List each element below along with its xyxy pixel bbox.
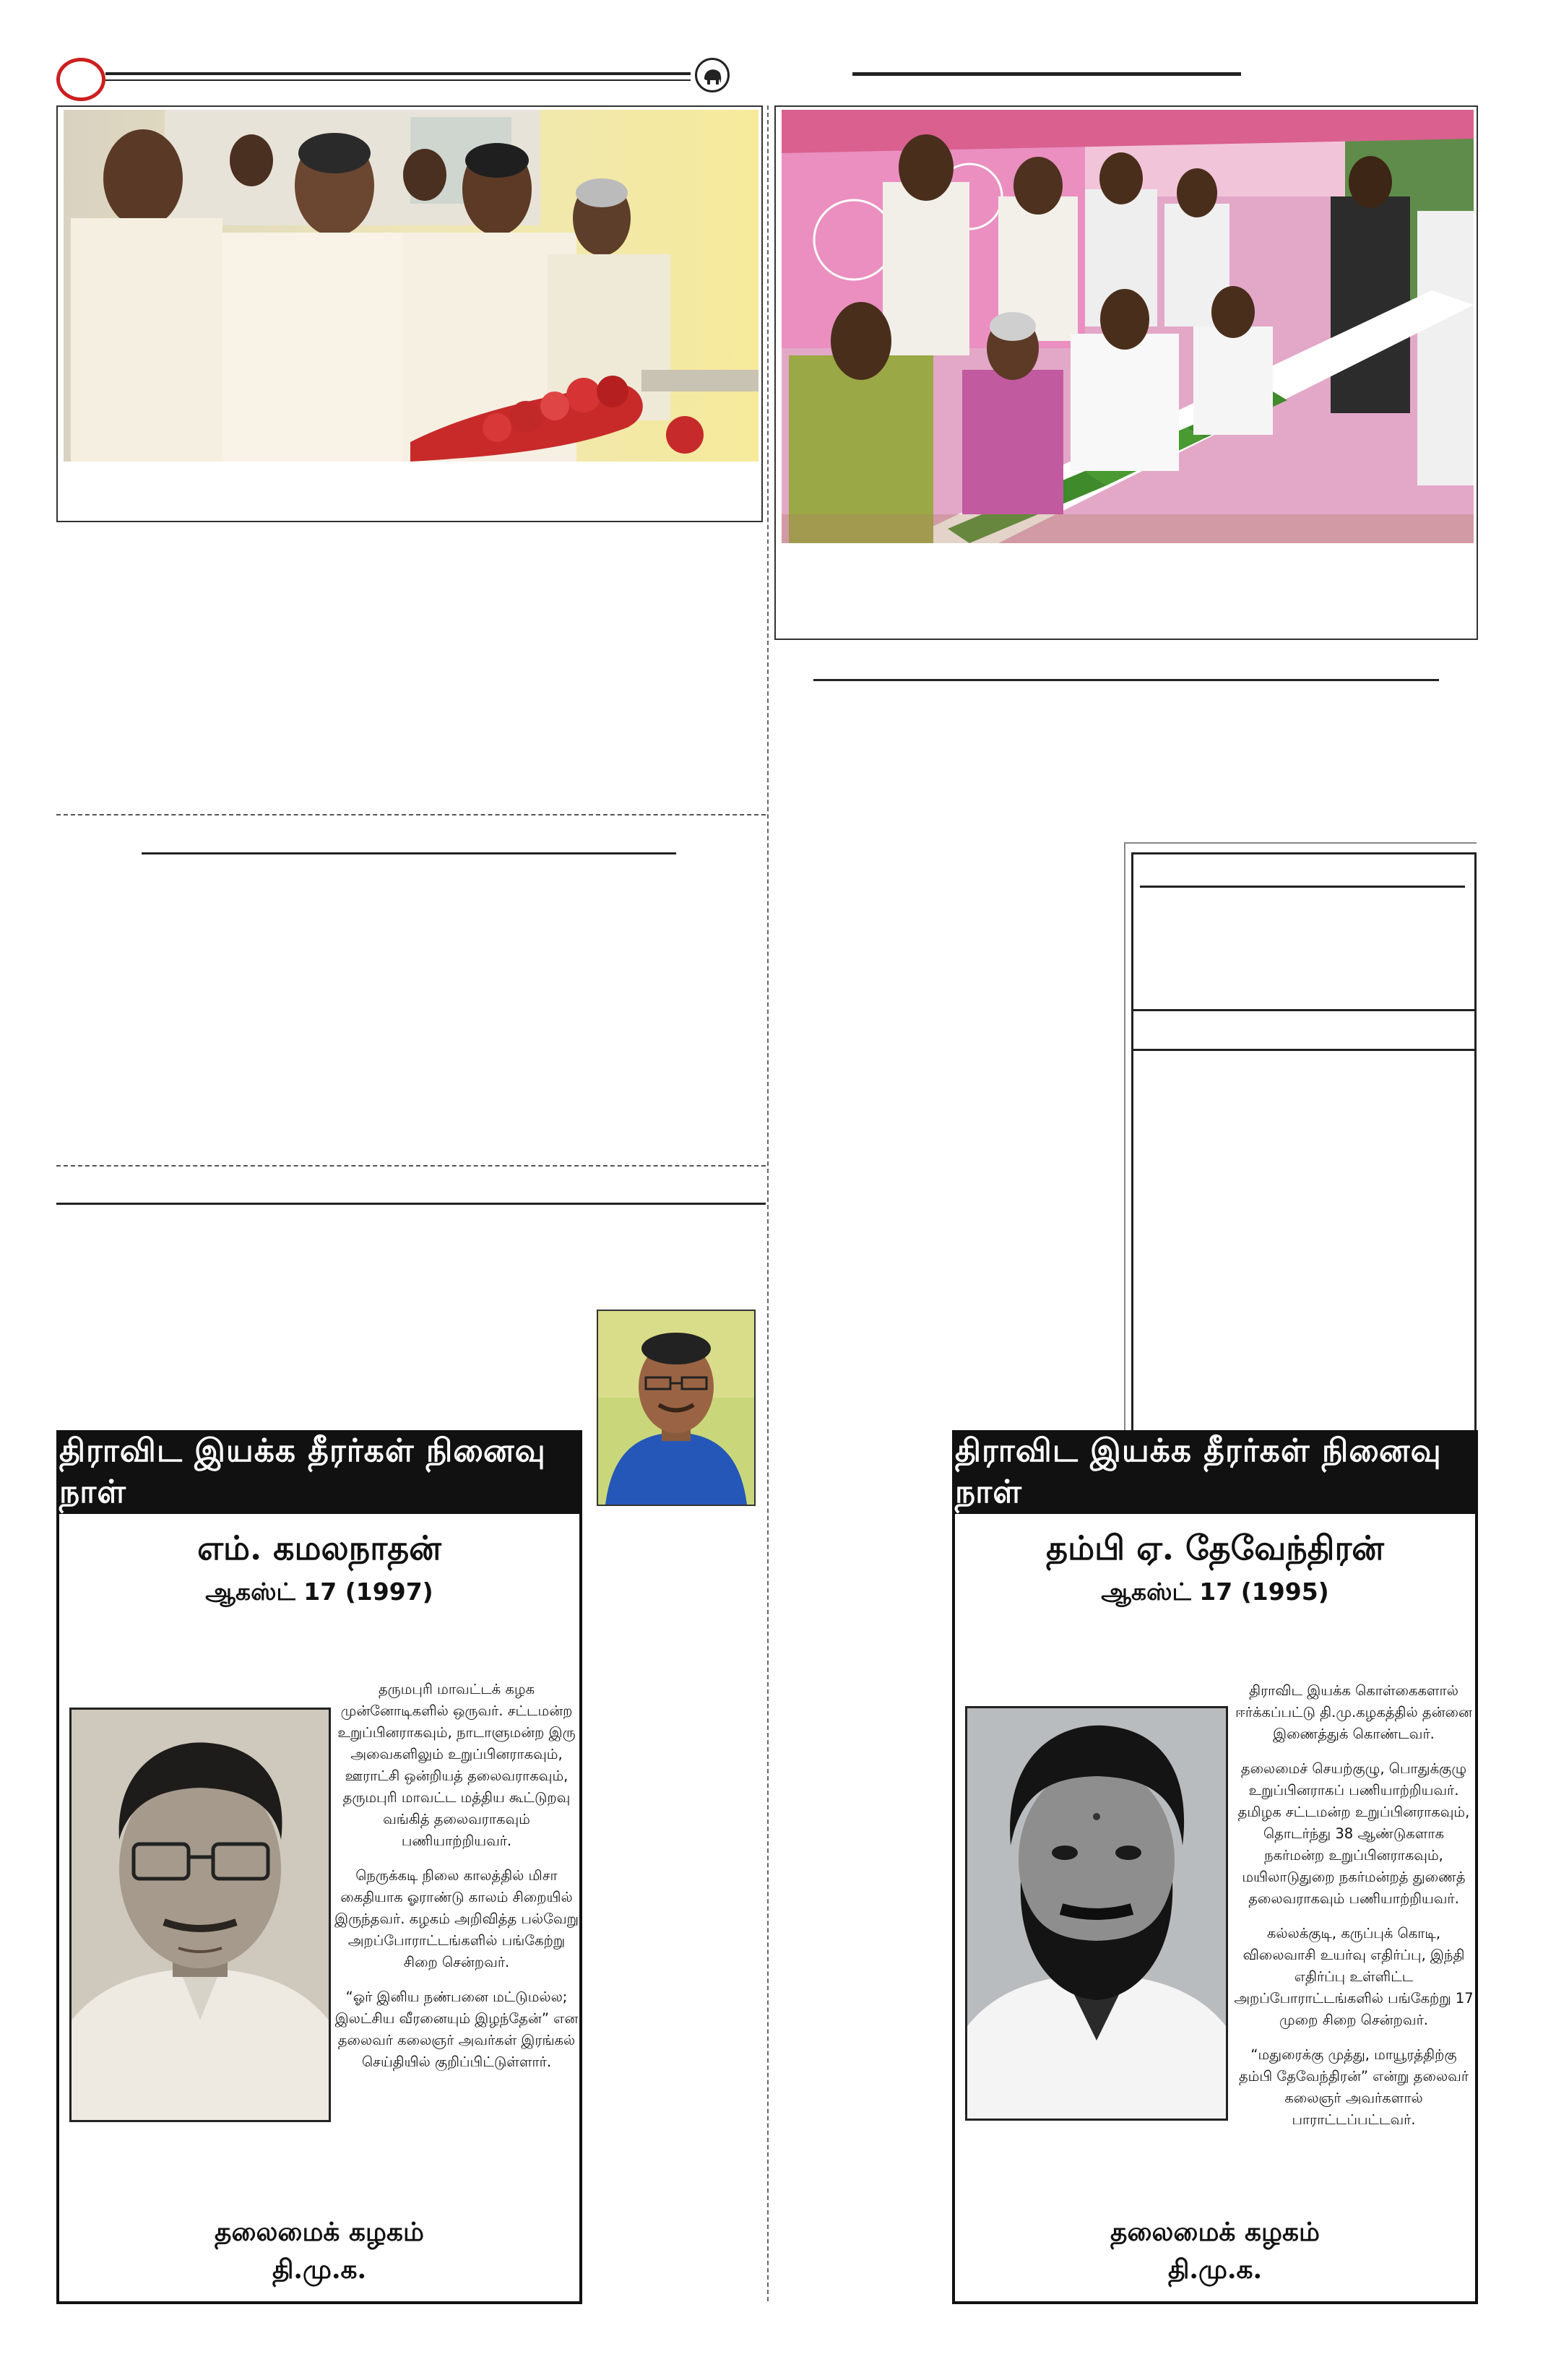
header-rule-right [852, 72, 1241, 76]
footer-line-1: தலைமைக் கழகம் [1110, 2217, 1320, 2247]
bio-paragraph-1: தருமபுரி மாவட்டக் கழக முன்னோடிகளில் ஒருவர். சட்டமன்ற உறுப்பினராகவும், நாடாளுமன்ற இரு அவைகளிலும் உறுப்பினராகவும், ஊராட்சி ஒன்றியத் தலைவராகவும், தருமபுரி மாவட்ட மத்திய கூட்டுறவு வங்கித் தலைவராகவும் பணியாற்றியவர். [337, 1681, 576, 1849]
sidebar-rule-1 [1140, 886, 1465, 888]
left-dashed-divider-1 [56, 814, 766, 815]
column-divider [767, 105, 769, 2301]
left-dashed-divider-2 [56, 1165, 766, 1167]
memorial-bio [1232, 1680, 1475, 2144]
memorial-portrait [69, 1708, 331, 2122]
sidebar-top-edge [1124, 842, 1477, 844]
left-headline-rule-1 [142, 852, 676, 854]
memorial-name: தம்பி ஏ. தேவேந்திரன் [1046, 1528, 1384, 1567]
photo-small-portrait [597, 1310, 756, 1506]
memorial-banner: திராவிட இயக்க தீரர்கள் நினைவு நாள் [59, 1433, 579, 1514]
photo-community-feast [782, 110, 1474, 543]
memorial-portrait [965, 1706, 1228, 2121]
memorial-bio [334, 1679, 579, 2086]
memorial-date: ஆகஸ்ட் 17 (1995) [1101, 1578, 1329, 1606]
bio-paragraph-1: திராவிட இயக்க கொள்கைகளால் ஈர்க்கப்பட்டு தி.மு.கழகத்தில் தன்னை இணைத்துக் கொண்டவர். [1235, 1682, 1472, 1742]
bio-paragraph-2: தலைமைச் செயற்குழு, பொதுக்குழு உறுப்பினராகப் பணியாற்றியவர். தமிழக சட்டமன்ற உறுப்பினராகவும், தொடர்ந்து 38 ஆண்டுகளாக நகர்மன்ற உறுப்பினராகவும், மயிலாடுதுறை நகர்மன்றத் துணைத் தலைவராகவும் பணியாற்றியவர். [1237, 1760, 1470, 1907]
footer-line-1: தலைமைக் கழகம் [215, 2217, 424, 2247]
bio-paragraph-3: கல்லக்குடி, கருப்புக் கொடி, விலைவாசி உயர்வு எதிர்ப்பு, இந்தி எதிர்ப்பு உள்ளிட்ட அறப்போராட்டங்களில் பங்கேற்று 17 முறை சிறை சென்றவர். [1234, 1925, 1474, 2028]
memorial-name: எம். கமலநாதன் [197, 1528, 441, 1567]
memorial-banner: திராவிட இயக்க தீரர்கள் நினைவு நாள் [955, 1433, 1475, 1514]
header-logo-circle [56, 58, 105, 101]
memorial-ad-devendiran [952, 1430, 1478, 2304]
memorial-footer [59, 2213, 579, 2288]
memorial-footer [955, 2213, 1475, 2288]
footer-line-2: தி.மு.க. [272, 2254, 367, 2285]
header-rule-left-thin [105, 79, 691, 81]
memorial-ad-kamalanathan [56, 1430, 582, 2304]
right-headline-rule [813, 679, 1439, 681]
header-rule-left [105, 72, 691, 75]
bio-paragraph-3: “ஓர் இனிய நண்பனை மட்டுமல்ல; இலட்சிய வீரனையும் இழந்தேன்” என தலைவர் கலைஞர் அவர்கள் இரங்கல் செய்தியில் குறிப்பிட்டுள்ளார். [334, 1989, 579, 2070]
sidebar-rule-3 [1131, 1049, 1477, 1051]
elephant-emblem-icon [695, 58, 730, 92]
bio-paragraph-4: “மதுரைக்கு முத்து, மாயூரத்திற்கு தம்பி தேவேந்திரன்” என்று தலைவர் கலைஞர் அவர்களால் பாராட்டப்பட்டவர். [1238, 2046, 1469, 2128]
memorial-date: ஆகஸ்ட் 17 (1997) [205, 1578, 433, 1606]
bio-paragraph-2: நெருக்கடி நிலை காலத்தில் மிசா கைதியாக ஓராண்டு காலம் சிறையில் இருந்தவர். கழகம் அறிவித்த பல்வேறு அறப்போராட்டங்களில் பங்கேற்று சிறை சென்றவர். [334, 1867, 579, 1970]
photo-leaders-tribute [64, 110, 758, 462]
footer-line-2: தி.மு.க. [1167, 2254, 1263, 2285]
sidebar-rule-2 [1131, 1009, 1477, 1011]
left-headline-rule-2 [56, 1203, 766, 1205]
